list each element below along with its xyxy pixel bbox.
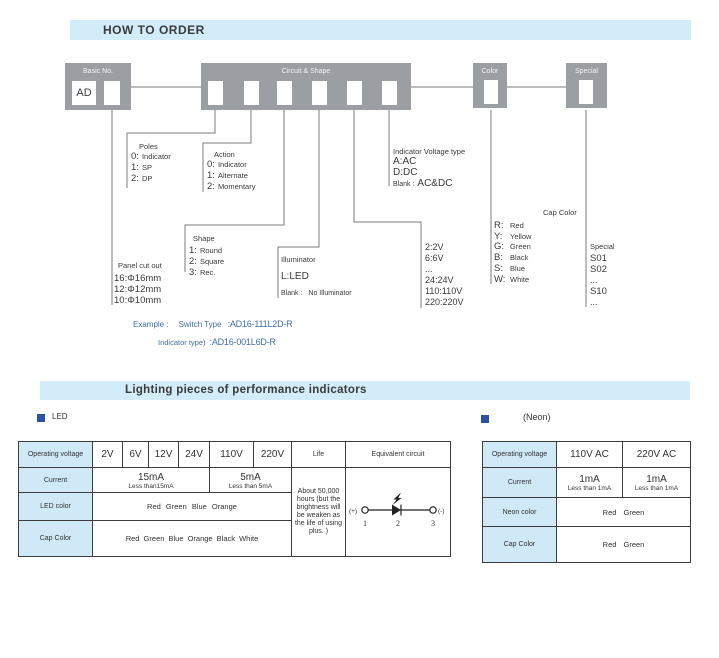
neon-table <box>482 441 691 563</box>
example-indicator-line <box>158 337 276 347</box>
led-table <box>18 441 451 557</box>
list-item: S02 <box>590 264 607 275</box>
list-item: A: AC <box>393 156 417 167</box>
neon-voltage-header: 110V AC <box>557 442 623 468</box>
neon-voltage-header: 220V AC <box>623 442 691 468</box>
poles-title: Poles <box>139 142 158 151</box>
performance-title: Lighting pieces of performance indicators <box>125 384 367 396</box>
neon-color-cell: Red Green <box>557 498 691 527</box>
code-slot <box>208 81 223 105</box>
panel-cutout-title: Panel cut out <box>118 261 162 270</box>
list-item: W: White <box>494 273 530 285</box>
list-item: 220:220V <box>425 297 464 307</box>
poles-list <box>131 142 171 184</box>
table-row <box>19 442 451 468</box>
list-item: B: Black <box>494 252 529 264</box>
basic-prefix-slot: AD <box>72 81 96 105</box>
voltage-list <box>425 242 464 308</box>
shape-title: Shape <box>193 234 215 243</box>
list-item: Blank : No Illuminator <box>281 290 352 297</box>
example-label: Example : <box>133 320 169 329</box>
code-slot <box>347 81 362 105</box>
led-voltage-header: 110V <box>210 442 254 468</box>
code-slot <box>277 81 292 105</box>
circuit-pin3-label: 3 <box>431 519 435 528</box>
cap-color-list <box>494 221 531 285</box>
neon-operating-voltage-header: Operating voltage <box>483 442 557 468</box>
color-box <box>473 63 507 108</box>
neon-section-label: (Neon) <box>523 412 551 422</box>
led-voltage-header: 6V <box>123 442 149 468</box>
color-label: Color <box>481 68 499 75</box>
led-current-low-cell: 15mA Less than15mA <box>93 468 210 493</box>
list-item: L: LED <box>281 271 309 282</box>
special-option-list <box>590 242 615 308</box>
list-item: S: Blue <box>494 262 526 274</box>
code-slot <box>579 80 593 104</box>
list-item: 2: Square <box>189 256 225 267</box>
led-life-header: Life <box>292 442 346 468</box>
list-item: ... <box>590 297 598 307</box>
circuit-shape-box <box>201 63 411 110</box>
code-slot <box>244 81 259 105</box>
list-item: G: Green <box>494 241 531 253</box>
led-voltage-header: 2V <box>93 442 123 468</box>
code-slot <box>484 80 498 104</box>
equivalent-circuit-diagram <box>348 492 448 532</box>
led-life-cell: About 50,000 hours (but the brightness will be weaken as the life of using plus. ) <box>292 468 346 557</box>
list-item: S10 <box>590 286 607 297</box>
led-circuit-cell <box>346 468 451 557</box>
table-row <box>483 468 691 498</box>
action-list <box>207 150 255 192</box>
code-slot <box>104 81 120 105</box>
list-item: ... <box>425 264 433 274</box>
how-to-order-title: HOW TO ORDER <box>103 23 205 37</box>
special-box <box>566 63 607 108</box>
illuminator-title: Illuminator <box>281 255 316 264</box>
cap-color-title: Cap Color <box>543 208 577 217</box>
list-item: 1: Round <box>189 245 223 256</box>
table-row <box>19 468 451 493</box>
list-item: 16: Φ16mm <box>114 273 162 284</box>
table-row <box>483 442 691 468</box>
list-item: 2: DP <box>131 173 153 184</box>
led-diode-icon <box>392 505 401 516</box>
led-voltage-header: 12V <box>149 442 179 468</box>
neon-current-header: Current <box>483 468 557 498</box>
list-item: ... <box>590 275 598 285</box>
indicator-type-label: Indicator type) <box>158 338 206 347</box>
list-item: 24:24V <box>425 275 454 285</box>
panel-cutout-list <box>114 261 162 306</box>
led-section-bullet-icon <box>37 414 45 422</box>
list-item: 1: Alternate <box>207 170 248 181</box>
list-item: Y: Yellow <box>494 230 532 242</box>
neon-current-cell: 1mA Less than 1mA <box>623 468 691 498</box>
list-item: D: DC <box>393 167 418 178</box>
illuminator-list <box>281 255 352 299</box>
voltage-type-title: Indicator Voltage type <box>393 147 466 156</box>
led-voltage-header: 220V <box>254 442 292 468</box>
action-title: Action <box>214 150 235 159</box>
list-item: 10: Φ10mm <box>114 295 162 306</box>
special-list-title: Special <box>590 242 615 251</box>
led-operating-voltage-header: Operating voltage <box>19 442 93 468</box>
led-cap-color-header: Cap Color <box>19 521 93 557</box>
circuit-minus-label: (-) <box>438 508 445 515</box>
example-switch-line <box>133 319 292 329</box>
basic-no-box <box>65 63 131 110</box>
led-circuit-header: Equivalent circuit <box>346 442 451 468</box>
neon-cap-color-header: Cap Color <box>483 527 557 563</box>
list-item: 3: Rec. <box>189 267 216 278</box>
table-row <box>483 498 691 527</box>
switch-type-label: Switch Type <box>178 320 222 329</box>
list-item: R: Red <box>494 220 524 231</box>
special-label: Special <box>575 68 598 75</box>
code-slot <box>312 81 327 105</box>
table-row <box>483 527 691 563</box>
list-item: 2:2V <box>425 242 444 252</box>
neon-current-cell: 1mA Less than 1mA <box>557 468 623 498</box>
code-slot <box>382 81 397 105</box>
basic-no-label: Basic No. <box>83 68 113 75</box>
led-voltage-header: 24V <box>179 442 210 468</box>
list-item: 110:110V <box>425 286 463 296</box>
led-current-header: Current <box>19 468 93 493</box>
circuit-plus-label: (+) <box>349 508 358 515</box>
led-cap-color-cell: Red Green Blue Orange Black White <box>93 521 292 557</box>
led-section-label: LED <box>52 412 68 421</box>
circuit-shape-label: Circuit & Shape <box>281 68 331 75</box>
list-item: 12: Φ12mm <box>114 284 162 295</box>
led-color-cell: Red Green Blue Orange <box>93 493 292 521</box>
led-current-high-cell: 5mA Less than 5mA <box>210 468 292 493</box>
voltage-type-list <box>393 147 465 190</box>
performance-band <box>40 381 690 400</box>
led-light-bolt-icon <box>393 493 402 506</box>
list-item: 2: Momentary <box>207 181 256 192</box>
neon-color-header: Neon color <box>483 498 557 527</box>
shape-list <box>189 234 224 278</box>
list-item: 1: SP <box>131 162 152 173</box>
led-color-header: LED color <box>19 493 93 521</box>
neon-cap-color-cell: Red Green <box>557 527 691 563</box>
list-item: 0: Indicator <box>131 151 171 162</box>
circuit-pin2-label: 2 <box>396 519 400 528</box>
circuit-pin1-label: 1 <box>363 519 367 528</box>
list-item: S01 <box>590 253 607 264</box>
list-item: 0: Indicator <box>207 159 247 170</box>
list-item: 6:6V <box>425 253 444 263</box>
indicator-type-code: :AD16-001L6D-R <box>209 337 276 347</box>
list-item: Blank : AC&DC <box>393 178 453 189</box>
neon-section-bullet-icon <box>481 415 489 423</box>
switch-type-code: :AD16-111L2D-R <box>227 319 293 329</box>
